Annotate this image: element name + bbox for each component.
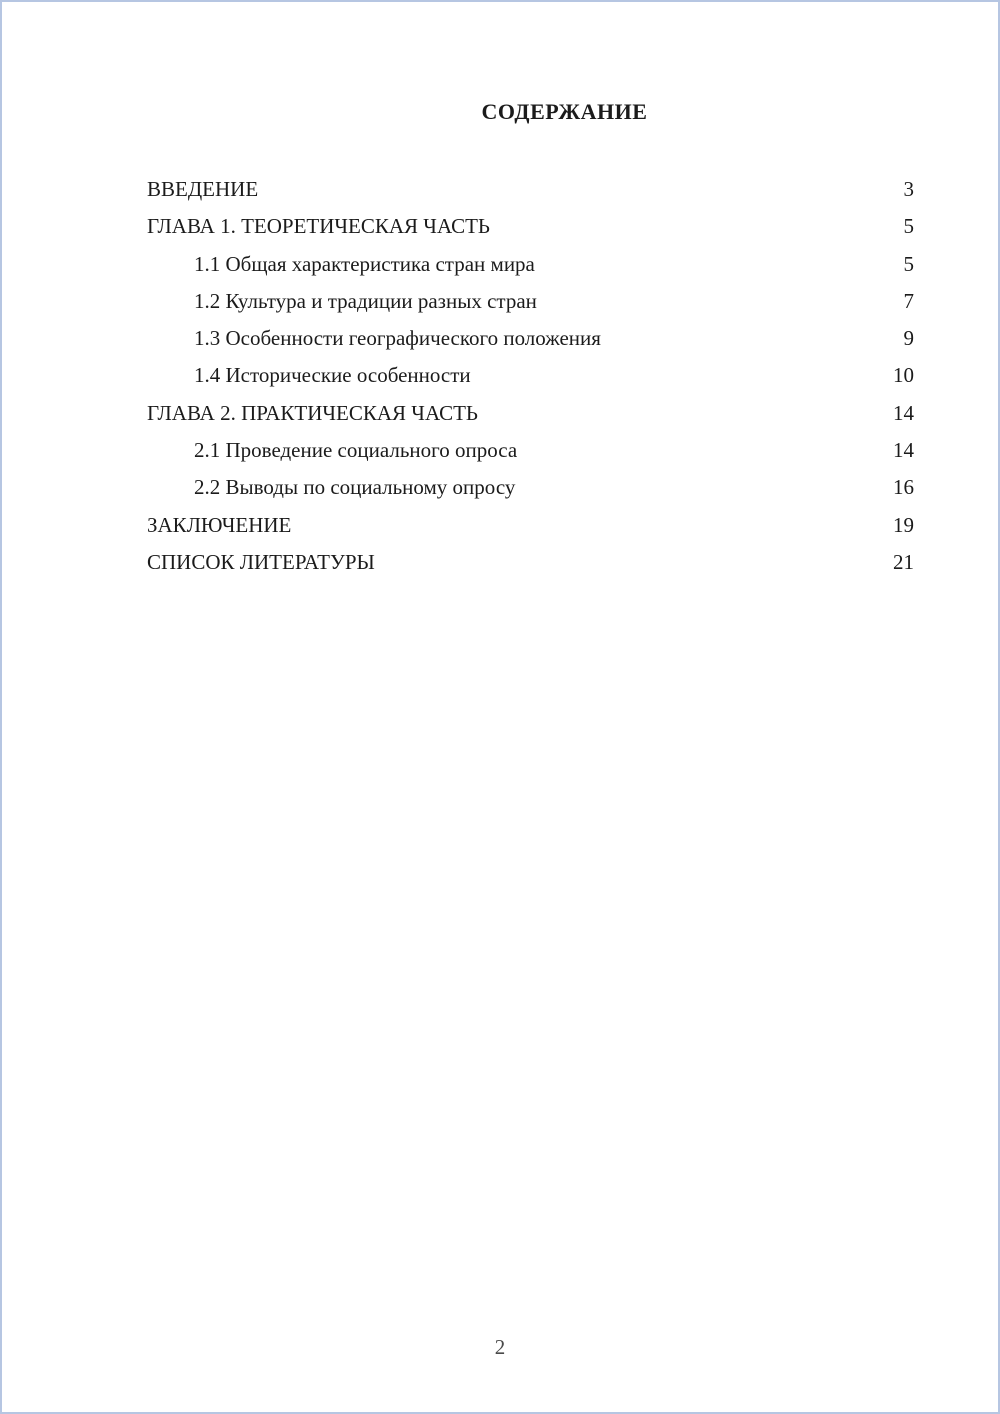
toc-entry-label: 2.2 Выводы по социальному опросу (194, 475, 516, 500)
toc-entry (147, 544, 914, 581)
toc-entry-label: ЗАКЛЮЧЕНИЕ (147, 512, 292, 537)
toc-entry-page-number: 14 (893, 438, 914, 463)
toc-entry-page-number: 9 (903, 326, 914, 351)
toc-entry-page-number: 7 (903, 288, 914, 313)
toc-entry-page-number: 5 (903, 251, 914, 276)
toc-entry-page-number: 5 (903, 214, 914, 239)
toc-entry (147, 469, 914, 506)
toc-entry (147, 208, 914, 245)
toc-entry-label: 1.2 Культура и традиции разных стран (194, 288, 537, 313)
toc-entry-label: 1.3 Особенности географического положения (194, 326, 601, 351)
toc-entry-page-number: 21 (893, 549, 914, 574)
toc-entry-page-number: 19 (893, 512, 914, 537)
toc-entry-label: СПИСОК ЛИТЕРАТУРЫ (147, 549, 375, 574)
toc-entry (147, 432, 914, 469)
toc-entry-label: 1.1 Общая характеристика стран мира (194, 251, 535, 276)
toc-entry-label: ВВЕДЕНИЕ (147, 177, 259, 201)
toc-entry-label: ГЛАВА 2. ПРАКТИЧЕСКАЯ ЧАСТЬ (147, 400, 478, 425)
toc-entry-label: 1.4 Исторические особенности (194, 363, 471, 388)
toc-entry (147, 507, 914, 544)
toc-entry (147, 395, 914, 432)
toc-entry (147, 171, 914, 208)
toc-entry (147, 320, 914, 357)
toc-entry-page-number: 3 (903, 177, 914, 201)
toc-entry (147, 283, 914, 320)
toc-entry (147, 357, 914, 394)
toc-entry-page-number: 16 (893, 475, 914, 500)
toc-entry-page-number: 10 (893, 363, 914, 388)
toc-list (147, 171, 914, 581)
toc-entry-label: ГЛАВА 1. ТЕОРЕТИЧЕСКАЯ ЧАСТЬ (147, 214, 490, 239)
page-content (147, 2, 914, 581)
toc-entry (147, 246, 914, 283)
toc-entry-page-number: 14 (893, 400, 914, 425)
toc-entry-label: 2.1 Проведение социального опроса (194, 438, 518, 463)
footer-page-number: 2 (494, 1335, 506, 1359)
page-title: СОДЕРЖАНИЕ (481, 99, 648, 124)
